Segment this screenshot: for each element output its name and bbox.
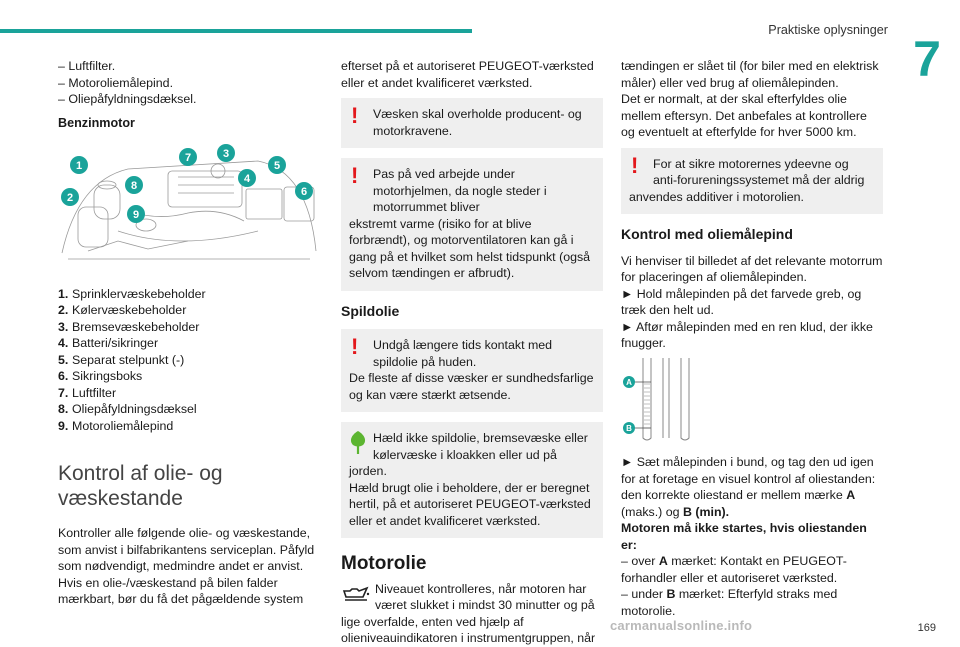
motorolie-heading: Motorolie xyxy=(341,553,427,574)
page-number: 169 xyxy=(917,621,936,634)
dipstick-label-b: B xyxy=(626,423,632,433)
callout-9-label: 9 xyxy=(132,209,140,221)
environment-text: Hæld ikke spildolie, bremsevæske eller kølervæske i kloakken eller ud på xyxy=(373,431,588,462)
spildolie-heading: Spildolie xyxy=(341,302,400,319)
callout-2-label: 2 xyxy=(66,192,74,204)
callout-1-label: 1 xyxy=(75,160,83,172)
instruction-step: ► Sæt målepinden i bund, og tag den ud igen for at foretage en visuel kontrol af oliestanden: den korrekte oliestand er mellem mærke A (maks.) og B (min). xyxy=(621,455,876,519)
intro-item: – Motoroliemålepind. xyxy=(58,75,174,90)
benzin-heading: Benzinmotor xyxy=(58,115,135,130)
parts-list-item: 7. Luftfilter xyxy=(58,385,117,400)
parts-list-item: 4. Batteri/sikringer xyxy=(58,336,159,350)
parts-list-item: 1. Sprinklervæskebeholder xyxy=(58,286,206,301)
warning-icon: ! xyxy=(351,334,359,359)
body-text: Det er normalt, at der skal efterfyldes olie mellem eftersyn. Det anbefales at kontrollere og eventuelt at efterfylde for hver 5000 km. xyxy=(621,92,867,139)
dipstick-figure xyxy=(621,358,883,447)
instruction-step: ► Hold målepinden på det farvede greb, og træk den helt ud. xyxy=(621,286,862,317)
warning-icon: ! xyxy=(351,103,359,128)
intro-item: – Luftfilter. xyxy=(58,59,116,73)
section-text: Kontroller alle følgende olie- og væskestande, som anvist i bilfabrikantens serviceplan. Påfyld som nødvendigt, medmindre andet er anvist. Hvis en olie-/væskestand på bilen falder mærkbart, bør du få det pågældende system xyxy=(58,526,315,606)
environment-box xyxy=(341,422,603,538)
oil-text: Niveauet kontrolleres, når motoren har været slukket i mindst 30 minutter og på xyxy=(375,581,595,612)
warning-text: Pas på ved arbejde under motorhjelmen, da nogle steder i motorrummet bliver xyxy=(373,167,547,214)
column-3 xyxy=(621,58,883,619)
running-header: Praktiske oplysninger xyxy=(768,23,888,37)
intro-item: – Oliepåfyldningsdæksel. xyxy=(58,92,197,106)
warning-box xyxy=(341,329,603,412)
parts-list-item: 8. Oliepåfyldningsdæksel xyxy=(58,402,197,416)
callout-3-label: 3 xyxy=(222,148,230,160)
engine-bay-illustration xyxy=(58,141,320,267)
warning-box xyxy=(621,148,883,215)
body-text: Vi henviser til billedet af det relevante motorrum for placeringen af oliemålepinden. xyxy=(621,253,883,284)
callout-5-label: 5 xyxy=(273,160,281,172)
oil-text: lige overfalde, enten ved hjælp af olieniveauindikatoren i instrumentgruppen, når xyxy=(341,614,596,645)
callout-8-label: 8 xyxy=(130,180,138,192)
column-1 xyxy=(58,58,320,608)
dipstick-illustration xyxy=(621,358,701,442)
warning-text: For at sikre motorernes ydeevne og anti-forureningssystemet må der aldrig xyxy=(653,156,865,187)
warning-text: ekstremt varme (risiko for at blive forbrændt), og motorventilatoren kan gå i gang på et hvilket som helst tidspunkt (også selvom tændingen er afbrudt). xyxy=(349,216,591,280)
warning-box xyxy=(341,98,603,148)
callout-7-label: 7 xyxy=(184,152,192,164)
parts-list-item: 3. Bremsevæskebeholder xyxy=(58,319,200,334)
column-2 xyxy=(341,58,603,647)
warning-text: Undgå længere tids kontakt med spildolie på huden. xyxy=(373,338,553,369)
engine-bay-figure xyxy=(58,141,320,272)
dipstick-label-a: A xyxy=(626,377,632,387)
environment-text: jorden. xyxy=(349,464,387,478)
warning-box xyxy=(341,158,603,291)
condition-item: – under B mærket: Efterfyld straks med motorolie. xyxy=(621,587,838,618)
warning-icon: ! xyxy=(351,163,359,188)
watermark: carmanualsonline.info xyxy=(610,618,753,633)
chapter-number: 7 xyxy=(913,31,941,87)
callout-4-label: 4 xyxy=(243,173,251,185)
leaf-icon xyxy=(347,429,369,455)
section-title: Kontrol af olie- og væskestande xyxy=(58,462,223,510)
parts-list-item: 6. Sikringsboks xyxy=(58,369,143,383)
warning-icon: ! xyxy=(631,152,639,178)
header-accent-bar xyxy=(0,29,472,33)
parts-list-item: 9. Motoroliemålepind xyxy=(58,418,174,433)
parts-list-item: 2. Kølervæskebeholder xyxy=(58,303,187,317)
warning-text: De fleste af disse væsker er sundhedsfarlige og kan være stærkt ætsende. xyxy=(349,371,594,402)
oil-level-paragraph xyxy=(341,581,603,647)
instruction-step: ► Aftør målepinden med en ren klud, der ikke fnugger. xyxy=(621,319,873,350)
continued-text: efterset på et autoriseret PEUGEOT-værksted eller et andet kvalificeret værksted. xyxy=(341,59,594,90)
oil-can-icon xyxy=(341,583,371,605)
environment-text: Hæld brugt olie i beholdere, der er beregnet hertil, på et autoriseret PEUGEOT-værksted eller et andet kvalificeret værksted. xyxy=(349,480,591,528)
warning-condition: Motoren må ikke startes, hvis oliestanden er: xyxy=(621,521,867,552)
condition-item: – over A mærket: Kontakt en PEUGEOT-forhandler eller et autoriseret værksted. xyxy=(621,554,847,585)
kontrol-heading: Kontrol med oliemålepind xyxy=(621,226,793,242)
continued-text: tændingen er slået til (for biler med en elektrisk måler) eller ved brug af oliemålepinden. xyxy=(621,59,879,90)
parts-list-item: 5. Separat stelpunkt (-) xyxy=(58,352,185,367)
parts-list xyxy=(58,286,320,435)
warning-text: Væsken skal overholde producent- og motorkravene. xyxy=(373,107,582,138)
callout-6-label: 6 xyxy=(300,186,308,198)
warning-text: anvendes additiver i motorolien. xyxy=(629,189,804,204)
